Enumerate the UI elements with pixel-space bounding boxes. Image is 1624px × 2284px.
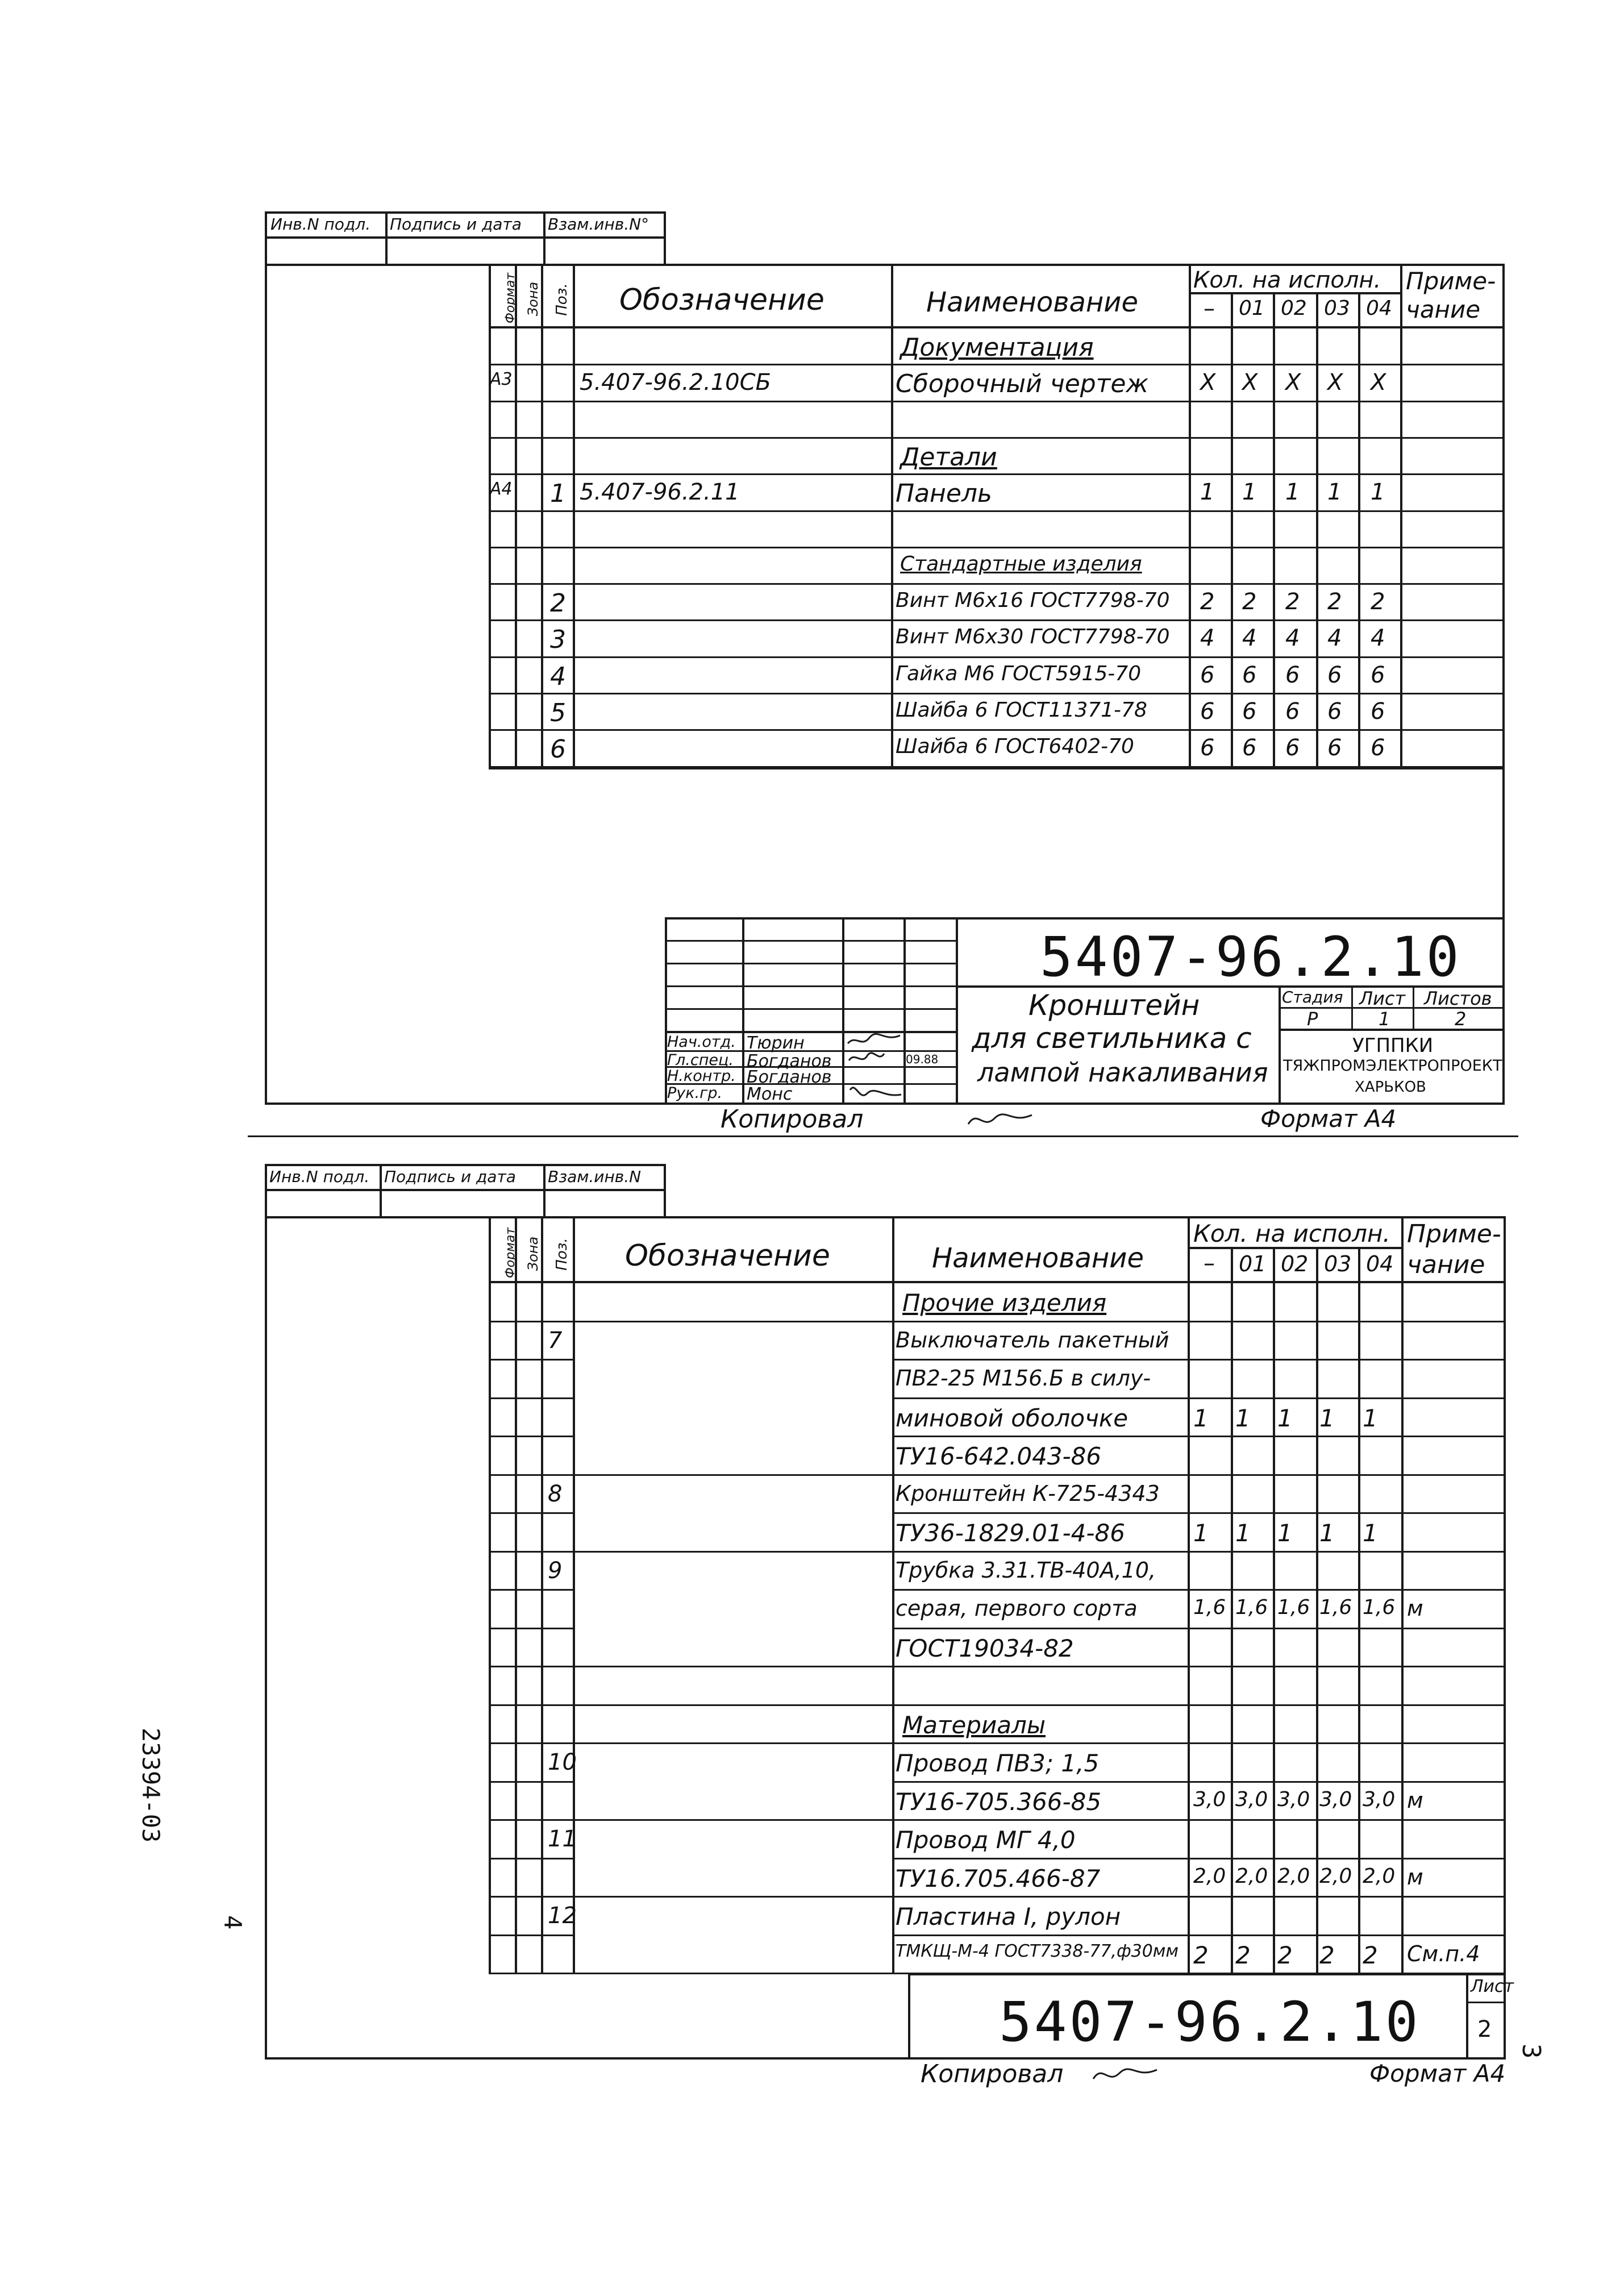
row-line: [489, 1397, 574, 1399]
signer-role-1: Гл.спец.: [667, 1051, 734, 1069]
row-naimenovanie: Материалы: [902, 1711, 1046, 1739]
row-qty: 6: [1200, 662, 1215, 688]
header-naimenovanie: Наименование: [926, 286, 1139, 318]
corner-page: 3: [1517, 2044, 1546, 2059]
row-line: [489, 693, 1505, 694]
org-line-1: УГППКИ: [1352, 1034, 1434, 1057]
row-poz: 3: [550, 625, 566, 654]
row-qty: 3,0: [1235, 1788, 1268, 1811]
signer-role-2: Н.контр.: [667, 1067, 736, 1085]
row-qty: 1: [1319, 1519, 1335, 1547]
org-line-2: ТЯЖПРОМЭЛЕКТРОПРОЕКТ: [1283, 1057, 1502, 1075]
row-qty: 2: [1363, 1941, 1378, 1969]
row-qty: 1: [1319, 1404, 1335, 1432]
row-qty: 1,6: [1277, 1596, 1310, 1619]
row-line: [489, 473, 1505, 475]
row-qty: 4: [1242, 625, 1257, 651]
row-qty: 6: [1200, 735, 1215, 761]
row-oboznachenie: 5.407-96.2.10СБ: [580, 369, 771, 396]
kopiroval-signature-2: [1091, 2062, 1159, 2087]
list-value: 1: [1379, 1008, 1390, 1030]
stamp-podpis-data: Подпись и дата: [390, 215, 522, 234]
signer-name-0: Тюрин: [747, 1033, 805, 1053]
row-naimenovanie: Выключатель пакетный: [896, 1328, 1169, 1353]
side-number: 23394-03: [137, 1728, 165, 1843]
row-qty: X: [1285, 369, 1301, 396]
row-poz: 4: [550, 662, 566, 691]
row-line: [489, 1589, 574, 1591]
row-qty: 2: [1235, 1941, 1251, 1969]
row-qty: 2: [1193, 1941, 1209, 1969]
stadiya-header: Стадия: [1282, 988, 1343, 1006]
row-line: [489, 1321, 1506, 1322]
row-line: [489, 1512, 574, 1514]
row-naimenovanie: Гайка М6 ГОСТ5915-70: [896, 662, 1142, 685]
row-line: [489, 1934, 574, 1936]
row-line: [489, 1436, 574, 1437]
row-qty: 1,6: [1319, 1596, 1352, 1619]
title-line-1: Кронштейн: [1028, 989, 1200, 1022]
row-qty: 2,0: [1235, 1865, 1268, 1888]
title-code-1: 5407-96.2.10: [1040, 925, 1461, 989]
row-qty: 6: [1327, 735, 1342, 761]
row-line: [489, 437, 1505, 439]
list-header: Лист: [1359, 988, 1406, 1009]
row-poz: 5: [550, 698, 566, 727]
row-line: [489, 1896, 1506, 1898]
row-naimenovanie: Кронштейн К-725-4343: [896, 1481, 1160, 1506]
row-note: м: [1407, 1596, 1423, 1621]
row-line: [489, 1742, 1506, 1744]
header-ispoln-0: –: [1204, 296, 1215, 322]
row-line: [489, 510, 1505, 512]
row-qty: 1: [1235, 1404, 1251, 1432]
frame-left-2: [265, 1218, 267, 2060]
row-naimenovanie: ГОСТ19034-82: [896, 1634, 1074, 1662]
row-line: [489, 729, 1505, 731]
side-page: 4: [219, 1915, 247, 1930]
row-naimenovanie: миновой оболочке: [896, 1404, 1129, 1432]
signature-graphic: [844, 1031, 903, 1105]
header-ispoln-1: 01: [1239, 297, 1265, 320]
row-qty: 6: [1285, 662, 1300, 688]
row-qty: 6: [1242, 698, 1257, 725]
row-line: [892, 1628, 1506, 1629]
row-line: [489, 656, 1505, 658]
row-naimenovanie: ТМКЩ-М-4 ГОСТ7338-77,ф30мм: [896, 1941, 1179, 1961]
row-poz: 12: [548, 1903, 577, 1929]
row-qty: 2,0: [1193, 1865, 1226, 1888]
row-oboznachenie: 5.407-96.2.11: [580, 479, 740, 505]
row-poz: 11: [548, 1826, 577, 1852]
row-qty: 6: [1327, 698, 1342, 725]
row-qty: 2: [1277, 1941, 1293, 1969]
list-header-2: Лист: [1471, 1977, 1514, 1996]
corner-stamp: [265, 211, 666, 266]
stamp-inv-podl-2: Инв.N подл.: [269, 1167, 370, 1186]
row-line: [489, 1359, 574, 1361]
header-primechanie-2: чание: [1406, 296, 1481, 323]
row-poz: 2: [550, 589, 566, 618]
row-line: [892, 1436, 1506, 1437]
footer-format-2: Формат А4: [1369, 2060, 1506, 2087]
stamp-vzam-inv-2: Взам.инв.N: [548, 1167, 642, 1186]
row-naimenovanie: серая, первого сорта: [896, 1596, 1138, 1621]
row-naimenovanie: ТУ16.705.466-87: [896, 1865, 1101, 1892]
row-line: [489, 1781, 574, 1783]
row-format: А4: [490, 479, 513, 499]
row-poz: 7: [548, 1328, 563, 1354]
signer-name-3: Монс: [747, 1084, 793, 1104]
header-oboznachenie: Обозначение: [619, 283, 825, 317]
header-primechanie-1: Приме-: [1406, 267, 1496, 295]
row-qty: 2: [1285, 589, 1300, 615]
row-naimenovanie: Панель: [896, 479, 992, 508]
row-qty: 1,6: [1363, 1596, 1396, 1619]
frame-left: [265, 266, 267, 1105]
row-naimenovanie: ТУ16-642.043-86: [896, 1442, 1102, 1470]
row-naimenovanie: Винт М6х30 ГОСТ7798-70: [896, 625, 1170, 648]
row-qty: 1,6: [1235, 1596, 1268, 1619]
row-qty: 2,0: [1363, 1865, 1396, 1888]
row-line: [489, 1551, 1506, 1553]
row-line: [892, 1858, 1506, 1859]
row-line: [892, 1781, 1506, 1783]
header-poz-2: Поз.: [553, 1238, 571, 1271]
row-qty: 1: [1363, 1404, 1378, 1432]
stamp-inv-podl: Инв.N подл.: [270, 215, 371, 234]
header-ispoln-2-2: 02: [1281, 1251, 1309, 1276]
row-line: [489, 1704, 1506, 1706]
row-naimenovanie: Пластина I, рулон: [896, 1903, 1121, 1931]
row-qty: 6: [1200, 698, 1215, 725]
row-naimenovanie: Стандартные изделия: [900, 552, 1142, 576]
title-line-2: для светильника с: [972, 1022, 1252, 1055]
header-zona: Зона: [525, 281, 542, 317]
header-ispoln-2-0: –: [1204, 1250, 1215, 1276]
title-block-1: [665, 917, 1505, 1105]
header-ispoln-2-3: 03: [1324, 1251, 1352, 1276]
row-qty: 2,0: [1319, 1865, 1352, 1888]
row-qty: 1: [1193, 1519, 1209, 1547]
row-line: [892, 1397, 1506, 1399]
title-code-2: 5407-96.2.10: [999, 1990, 1421, 2054]
row-qty: 6: [1327, 662, 1342, 688]
title-line-3: лампой накаливания: [977, 1057, 1268, 1088]
row-qty: 2: [1327, 589, 1342, 615]
header-format-2: Формат: [503, 1227, 518, 1279]
stadiya-value: Р: [1307, 1008, 1318, 1030]
row-naimenovanie: ТУ16-705.366-85: [896, 1788, 1102, 1816]
row-note: м: [1407, 1788, 1423, 1813]
footer-kopiroval-1: Копировал: [721, 1105, 864, 1134]
header-ispoln-2: 02: [1281, 297, 1307, 320]
corner-stamp-2: [265, 1164, 666, 1218]
row-note: м: [1407, 1865, 1423, 1890]
row-naimenovanie: Документация: [900, 333, 1094, 362]
row-qty: 6: [1242, 735, 1257, 761]
row-qty: 6: [1242, 662, 1257, 688]
row-qty: 2: [1319, 1941, 1335, 1969]
row-poz: 10: [548, 1749, 577, 1775]
row-poz: 6: [550, 735, 566, 764]
row-line: [489, 766, 1505, 768]
row-line: [892, 1589, 1506, 1591]
row-qty: 3,0: [1319, 1788, 1352, 1811]
row-naimenovanie: Детали: [900, 443, 997, 472]
signer-name-2: Богданов: [747, 1067, 832, 1087]
row-naimenovanie: Шайба 6 ГОСТ11371-78: [896, 698, 1147, 722]
row-qty: 1: [1327, 479, 1342, 505]
row-qty: X: [1242, 369, 1258, 396]
stamp-vzam-inv: Взам.инв.N°: [548, 215, 649, 234]
row-qty: 3,0: [1193, 1788, 1226, 1811]
header-zona-2: Зона: [525, 1236, 542, 1271]
row-qty: 4: [1285, 625, 1300, 651]
row-naimenovanie: ТУ36-1829.01-4-86: [896, 1519, 1126, 1547]
row-poz: 9: [548, 1558, 563, 1584]
signer-role-3: Рук.гр.: [667, 1084, 723, 1102]
row-qty: 2,0: [1277, 1865, 1310, 1888]
footer-kopiroval-2: Копировал: [921, 2060, 1064, 2089]
row-line: [489, 1819, 1506, 1821]
row-qty: 1: [1193, 1404, 1209, 1432]
row-qty: 1: [1277, 1519, 1293, 1547]
row-naimenovanie: Провод ПВ3; 1,5: [896, 1749, 1100, 1777]
row-line: [489, 364, 1505, 365]
header-oboznachenie-2: Обозначение: [625, 1239, 830, 1273]
header-ispoln-4: 04: [1366, 297, 1392, 320]
row-line: [892, 1359, 1506, 1361]
row-qty: 1: [1285, 479, 1300, 505]
row-naimenovanie: Винт М6х16 ГОСТ7798-70: [896, 589, 1170, 612]
row-qty: 1,6: [1193, 1596, 1226, 1619]
row-qty: X: [1371, 369, 1386, 396]
org-line-3: ХАРЬКОВ: [1355, 1079, 1426, 1096]
header-kol-na-ispoln: Кол. на исполн.: [1193, 267, 1381, 293]
row-line: [489, 619, 1505, 621]
row-naimenovanie: Трубка 3.31.ТВ-40А,10,: [896, 1558, 1156, 1583]
row-line: [489, 401, 1505, 402]
row-naimenovanie: Шайба 6 ГОСТ6402-70: [896, 735, 1134, 758]
row-qty: 1: [1277, 1404, 1293, 1432]
signer-date-1: 09.88: [906, 1052, 939, 1066]
row-qty: 6: [1285, 735, 1300, 761]
row-line: [489, 547, 1505, 548]
row-poz: 1: [550, 479, 566, 508]
row-qty: 4: [1200, 625, 1215, 651]
row-naimenovanie: Прочие изделия: [902, 1289, 1107, 1317]
row-format: А3: [490, 369, 513, 389]
row-poz: 8: [548, 1481, 563, 1507]
row-line: [489, 1666, 1506, 1667]
footer-format-1: Формат А4: [1260, 1105, 1397, 1133]
row-qty: 4: [1371, 625, 1385, 651]
row-qty: 1: [1371, 479, 1385, 505]
header-kol-na-ispoln-2: Кол. на исполн.: [1193, 1220, 1390, 1247]
listov-value: 2: [1455, 1008, 1467, 1030]
header-ispoln-2-4: 04: [1366, 1251, 1394, 1276]
row-qty: 6: [1285, 698, 1300, 725]
spec-table-2: [489, 1216, 1506, 1974]
title-block-2: [908, 1973, 1514, 2060]
spec-table-1: [489, 264, 1505, 769]
sheet-divider: [248, 1135, 1518, 1137]
header-poz: Поз.: [553, 283, 571, 316]
header-naimenovanie-2: Наименование: [932, 1242, 1144, 1274]
kopiroval-signature-1: [966, 1107, 1034, 1132]
row-note: См.п.4: [1407, 1941, 1480, 1966]
row-qty: 6: [1371, 662, 1385, 688]
header-primechanie-2-2: чание: [1407, 1250, 1485, 1279]
row-line: [489, 1858, 574, 1859]
row-qty: 4: [1327, 625, 1342, 651]
row-qty: 1: [1363, 1519, 1378, 1547]
row-qty: 2: [1242, 589, 1257, 615]
row-qty: 1: [1242, 479, 1257, 505]
row-line: [489, 1474, 1506, 1476]
header-ispoln-2-1: 01: [1239, 1251, 1267, 1276]
row-line: [489, 1628, 574, 1629]
row-qty: 3,0: [1277, 1788, 1310, 1811]
row-qty: X: [1200, 369, 1216, 396]
row-line: [489, 583, 1505, 585]
signer-name-1: Богданов: [747, 1051, 832, 1071]
row-qty: 2: [1200, 589, 1215, 615]
header-ispoln-3: 03: [1324, 297, 1350, 320]
stamp-podpis-data-2: Подпись и дата: [384, 1167, 516, 1186]
signer-role-0: Нач.отд.: [667, 1033, 736, 1051]
row-naimenovanie: Сборочный чертеж: [896, 369, 1149, 398]
row-line: [892, 1934, 1506, 1936]
row-qty: 6: [1371, 698, 1385, 725]
row-qty: 1: [1200, 479, 1215, 505]
header-format: Формат: [503, 272, 518, 324]
row-qty: 3,0: [1363, 1788, 1396, 1811]
row-line: [892, 1512, 1506, 1514]
list-value-2: 2: [1477, 2016, 1492, 2042]
listov-header: Листов: [1424, 988, 1492, 1009]
row-naimenovanie: ПВ2-25 М156.Б в силу-: [896, 1366, 1151, 1391]
row-qty: 6: [1371, 735, 1385, 761]
row-naimenovanie: Провод МГ 4,0: [896, 1826, 1076, 1854]
row-qty: 2: [1371, 589, 1385, 615]
header-primechanie-2-1: Приме-: [1407, 1220, 1501, 1249]
row-qty: X: [1327, 369, 1343, 396]
row-qty: 1: [1235, 1519, 1251, 1547]
